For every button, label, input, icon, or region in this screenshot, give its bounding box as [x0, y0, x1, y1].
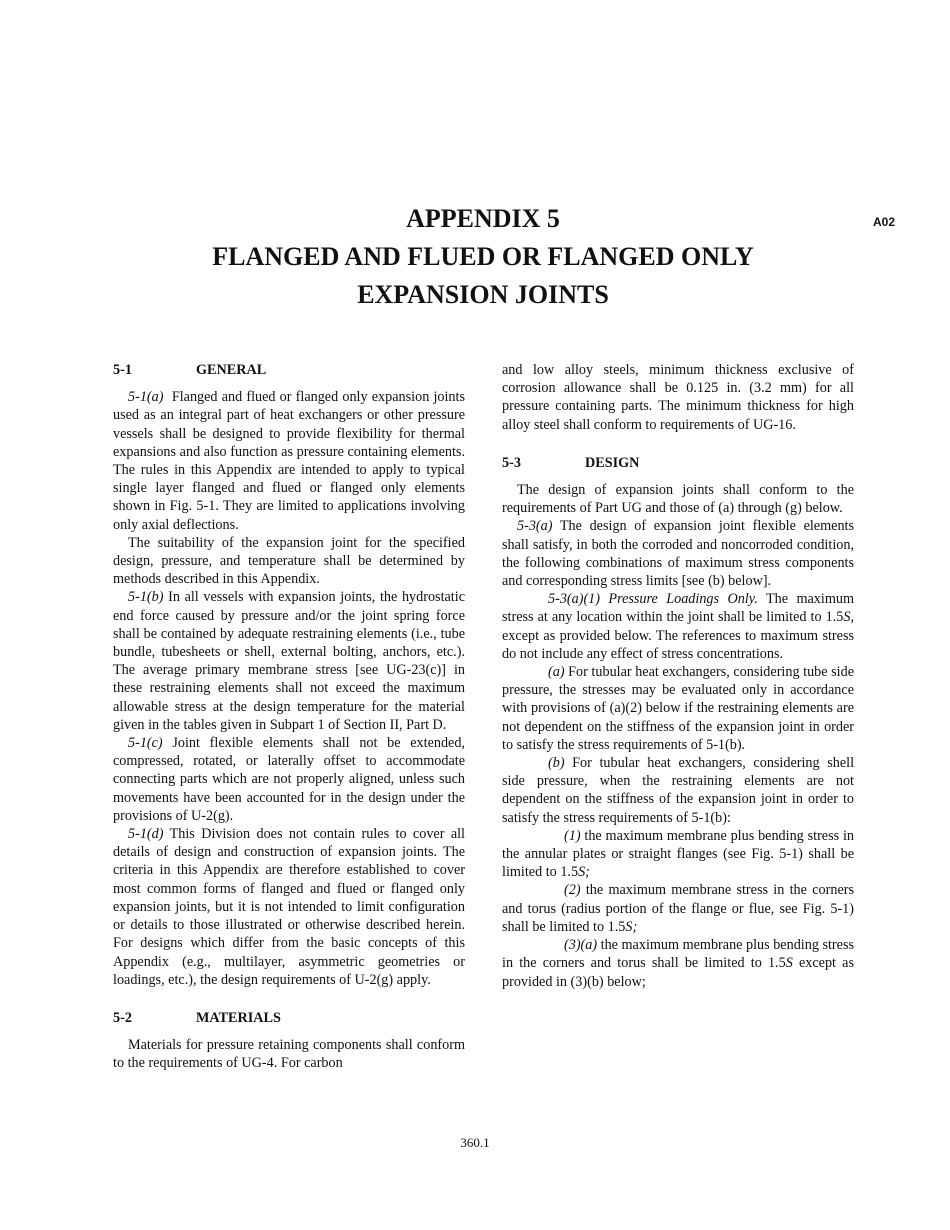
paragraph-sub-b — [502, 754, 854, 827]
paragraph-5-1-a — [113, 388, 465, 534]
stress-symbol: S — [785, 955, 793, 972]
paragraph-5-2-part-1: Materials for pressure retaining components shall conform to the requirements of UG-4. For carbon — [113, 1037, 465, 1072]
paragraph-5-1-d — [113, 825, 465, 989]
paragraph-label: 5-1(c) — [128, 735, 163, 752]
section-number: 5-3 — [502, 454, 521, 471]
paragraph-label: 5-1(b) — [128, 589, 164, 606]
paragraph-5-3-intro: The design of expansion joints shall conform to the requirements of Part UG and those of (a) through (g) below. — [502, 482, 854, 517]
paragraph-text: In all vessels with expansion joints, the hydrostatic end force caused by pressure and/or the joint spring force shall be contained by adequate restraining elements (i.e., tube bundle, tubesheets or shell, external bolting, anchors, etc.). The average primary membrane stress [see UG-23(c)] in these restraining elements shall not exceed the maximum allowable stress at the design temperature for the material given in the tables given in Subpart 1 of Section II, Part D. — [113, 589, 465, 733]
left-column — [113, 361, 465, 1073]
section-title: MATERIALS — [196, 1009, 281, 1026]
paragraph-label: (1) — [564, 827, 581, 844]
paragraph-text: This Division does not contain rules to cover all details of design and construction of expansion joints. The criteria in this Appendix are therefore established to cover most common forms of flanged and flued or flanged only expansion joints, but it is not intended to limit configuration or details to those illustrated or otherwise described herein. For designs which differ from the basic concepts of this Appendix (e.g., multilayer, asymmetric geometries or loadings, etc.), the design requirements of U-2(g) apply. — [113, 826, 465, 988]
paragraph-text-cont: except as provided in (3)(b) below; — [502, 955, 854, 990]
paragraph-5-3-a-1 — [502, 590, 854, 663]
section-heading-design — [502, 454, 854, 472]
stress-symbol: S; — [578, 864, 590, 881]
section-title: GENERAL — [196, 362, 267, 378]
right-column — [502, 361, 854, 991]
appendix-title-line-1: FLANGED AND FLUED OR FLANGED ONLY — [212, 242, 754, 271]
paragraph-5-1-c — [113, 734, 465, 825]
appendix-title-line-2: EXPANSION JOINTS — [357, 280, 609, 309]
paragraph-text: the maximum membrane stress in the corners and torus (radius portion of the flange or flue, see Fig. 5-1) shall be limited to 1.5 — [502, 882, 854, 935]
appendix-number: APPENDIX 5 — [406, 204, 560, 233]
paragraph-label: 5-3(a) — [517, 518, 553, 535]
section-heading-general — [113, 361, 465, 379]
paragraph-text: Joint flexible elements shall not be extended, compressed, rotated, or laterally offset to accommodate connecting parts which are not properly aligned, unless such movements have been accounted for in the design under the provisions of U-2(g). — [113, 735, 465, 824]
section-title: DESIGN — [585, 454, 640, 471]
paragraph-label: (2) — [564, 882, 581, 899]
paragraph-text: For tubular heat exchangers, considering tube side pressure, the stresses may be evaluated only in accordance with provisions of (a)(2) below if the restraining elements are not dependent on the stiffness of the expansion joint in order to satisfy the stress requirements of 5-1(b). — [502, 664, 855, 753]
paragraph-text: the maximum membrane plus bending stress in the corners and torus shall be limited to 1.5 — [502, 937, 854, 972]
appendix-title-block — [113, 200, 853, 314]
paragraph-5-1-b — [113, 588, 465, 734]
paragraph-label: (b) — [548, 755, 565, 772]
section-number: 5-2 — [113, 1009, 132, 1026]
paragraph-item-3a — [502, 936, 854, 991]
paragraph-label: 5-1(d) — [128, 826, 164, 843]
paragraph-text-cont: except as provided below. The references to maximum stress do not include any effect of stress concentrations. — [502, 627, 854, 662]
paragraph-sub-a — [502, 663, 854, 754]
paragraph-text: the maximum membrane plus bending stress in the annular plates or straight flanges (see Fig. 5-1) shall be limited to 1.5 — [502, 827, 854, 881]
paragraph-text: Flanged and flued or flanged only expansion joints used as an integral part of heat exchangers or other pressure vessels shall be designed to provide flexibility for thermal expansions and also function as pressure containing elements. The rules in this Appendix are intended to apply to typical single layer flanged and flued or flanged only elements shown in Fig. 5-1. They are limited to applications involving only axial deflections. — [113, 389, 465, 533]
section-number: 5-1 — [113, 362, 132, 378]
paragraph-text: The design of expansion joint flexible elements shall satisfy, in both the corroded and noncorroded condition, the following combinations of maximum stress components and corresponding stress limits [see (b) below]. — [502, 518, 854, 590]
paragraph-label: (3)(a) — [564, 937, 598, 954]
revision-margin-note: A02 — [873, 215, 896, 229]
paragraph-label: 5-3(a)(1) — [548, 591, 600, 608]
stress-symbol: S, — [843, 609, 854, 626]
stress-symbol: S; — [625, 918, 638, 935]
paragraph-5-3-a — [502, 517, 854, 590]
paragraph-5-2-part-2: and low alloy steels, minimum thickness exclusive of corrosion allowance shall be 0.125 in. (3.2 mm) for all pressure containing parts. The minimum thickness for high alloy steel shall conform to requirements of UG-16. — [502, 362, 854, 433]
section-heading-materials — [113, 1009, 465, 1027]
paragraph-text: The maximum stress at any location within the joint shall be limited to 1.5 — [502, 591, 854, 626]
page-number: 360.1 — [460, 1135, 490, 1150]
paragraph-subtitle: Pressure Loadings Only. — [608, 591, 758, 608]
paragraph-5-1-a-suitability: The suitability of the expansion joint for the specified design, pressure, and temperature shall be determined by methods described in this Appendix. — [113, 534, 465, 588]
paragraph-label: 5-1(a) — [128, 389, 164, 406]
paragraph-label: (a) — [548, 664, 565, 681]
paragraph-item-2 — [502, 881, 854, 936]
paragraph-text: For tubular heat exchangers, considering shell side pressure, when the restraining elements are not dependent on the stiffness of the expansion joint in order to satisfy the stress requirements of 5-1(b): — [502, 755, 855, 826]
paragraph-item-1 — [502, 827, 854, 882]
